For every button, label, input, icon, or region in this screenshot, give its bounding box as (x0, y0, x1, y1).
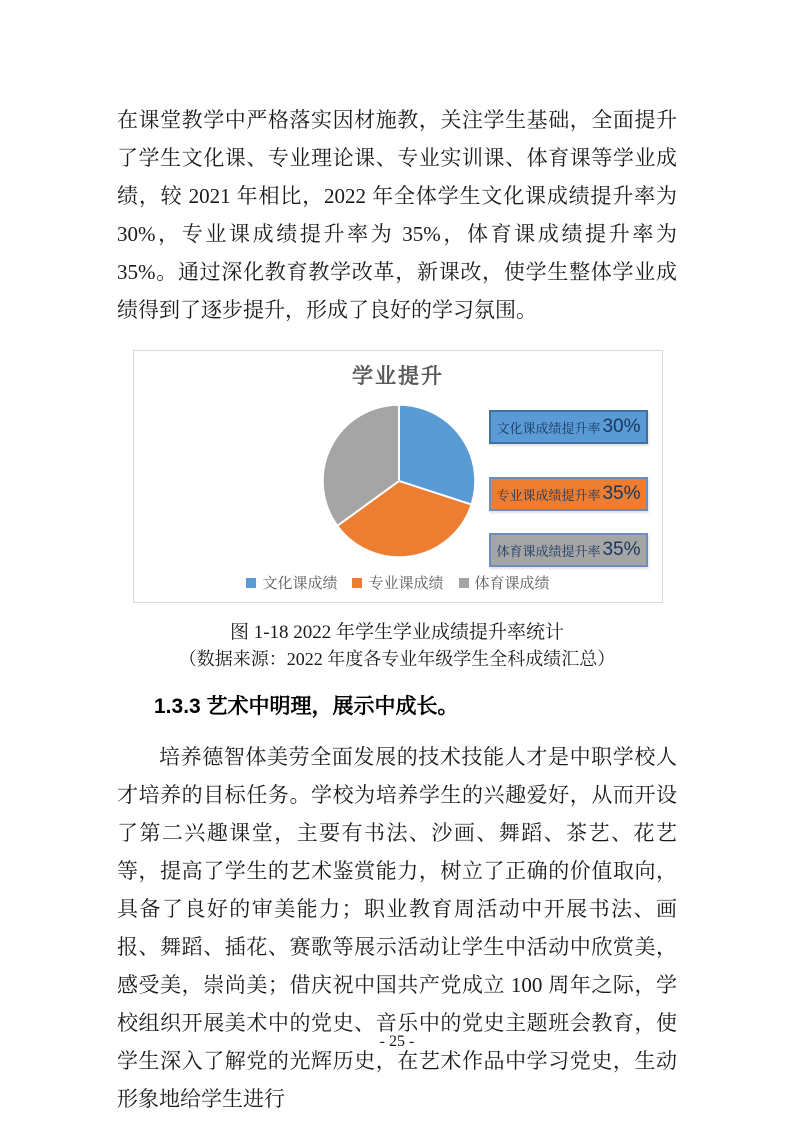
legend-swatch-icon (352, 578, 362, 588)
pie-chart-figure (133, 350, 663, 603)
figure-caption: 图 1-18 2022 年学生学业成绩提升率统计 (229, 622, 565, 643)
legend-swatch-icon (246, 578, 256, 588)
callout-label: 文化课成绩提升率 (496, 420, 601, 436)
paragraph-art-education: 培养德智体美劳全面发展的技术技能人才是中职学校人才培养的目标任务。学校为培养学生的兴趣爱好，从而开设了第二兴趣课堂，主要有书法、沙画、舞蹈、茶艺、花艺等，提高了学生的艺术鉴赏能力，树立了正确的价值取向，具备了良好的审美能力；职业教育周活动中开展书法、画报、舞蹈、插花、赛歌等展示活动让学生中活动中欣赏美，感受美，崇尚美；借庆祝中国共产党成立 100 周年之际，学校组织开展美术中的党史、音乐中的党史主题班会教育，使学生深入了解党的光辉历史，在艺术作品中学习党史，生动形象地给学生进行 (117, 745, 677, 1111)
legend-label: 专业课成绩 (368, 575, 444, 592)
legend-item-专业课成绩 (352, 572, 443, 593)
legend-item-文化课成绩 (246, 572, 337, 593)
callout-value: 35% (602, 483, 641, 504)
chart-callouts (489, 410, 648, 567)
legend-label: 体育课成绩 (474, 575, 550, 592)
callout-value: 30% (602, 416, 641, 437)
pie-chart (318, 400, 480, 562)
figure-data-source: （数据来源：2022 年度各专业年级学生全科成绩汇总） (178, 649, 616, 669)
page-number: - 25 - (379, 1033, 415, 1050)
chart-title: 学业提升 (352, 365, 444, 388)
legend-swatch-icon (459, 578, 469, 588)
legend-label: 文化课成绩 (262, 575, 338, 592)
callout-value: 35% (602, 539, 641, 560)
page-content (0, 101, 794, 1118)
callout-label: 专业课成绩提升率 (496, 487, 601, 503)
legend-item-体育课成绩 (459, 572, 550, 593)
callout-label: 体育课成绩提升率 (496, 543, 601, 559)
chart-callout-体育课成绩 (489, 533, 648, 567)
chart-legend (134, 572, 662, 593)
section-heading-1-3-3: 1.3.3 艺术中明理，展示中成长。 (154, 695, 459, 718)
chart-callout-专业课成绩 (489, 477, 648, 511)
paragraph-academic-improvement: 在课堂教学中严格落实因材施教，关注学生基础，全面提升了学生文化课、专业理论课、专业实训课、体育课等学业成绩，较 2021 年相比，2022 年全体学生文化课成绩提升率为 30%，专业课成绩提升率为 35%，体育课成绩提升率为 35%。通过深化教育教学改革，新课改，使学生整体学业成绩得到了逐步提升，形成了良好的学习氛围。 (117, 108, 677, 322)
chart-callout-文化课成绩 (489, 410, 648, 444)
